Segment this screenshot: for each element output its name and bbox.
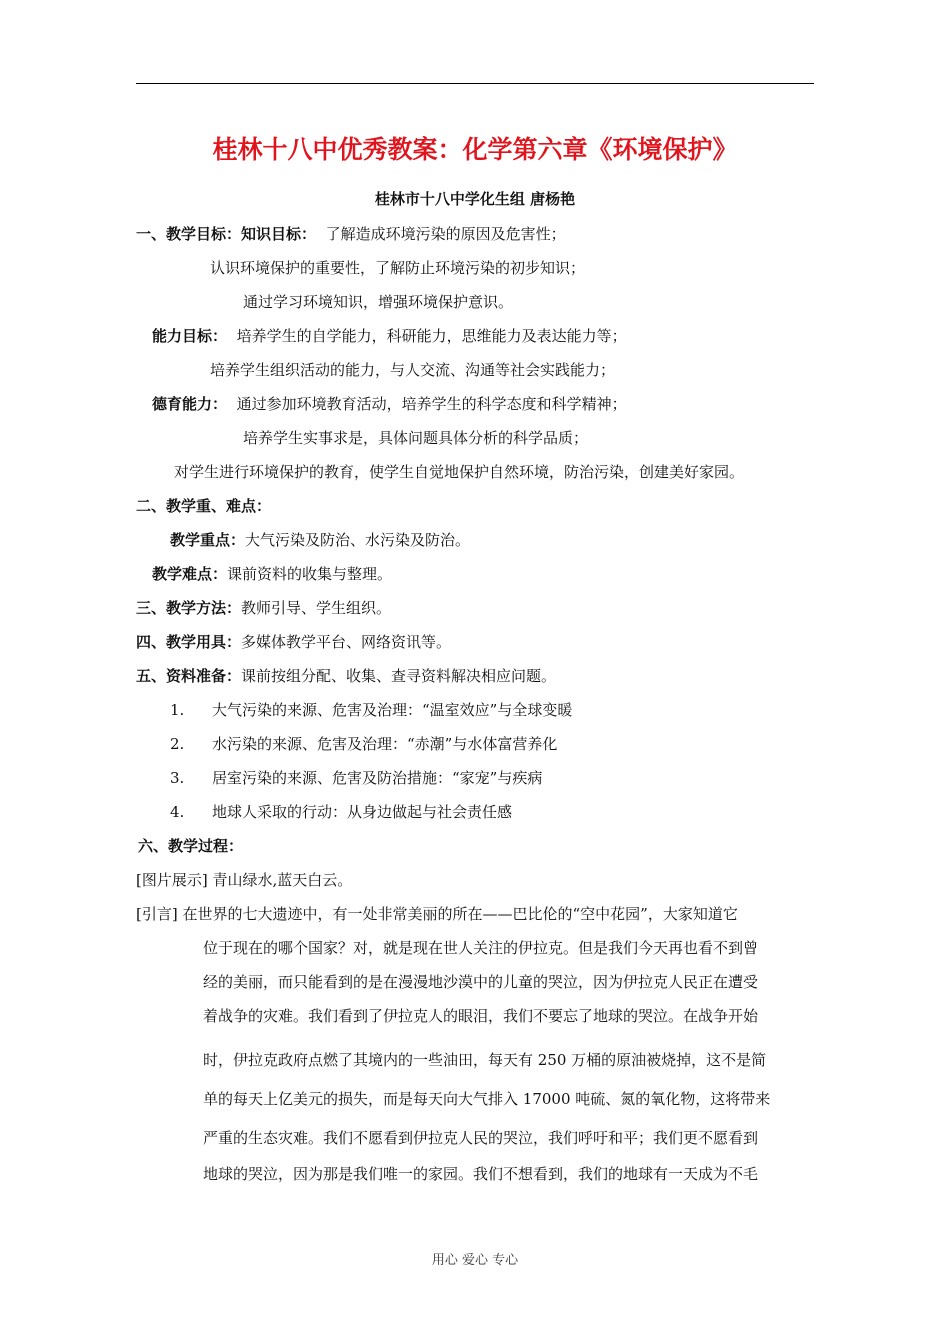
- keypoints-heading: 二、教学重、难点：: [136, 497, 272, 515]
- moral-label: 德育能力：: [152, 395, 228, 413]
- intro-first-line: [136, 903, 738, 925]
- list-item: [170, 767, 542, 789]
- knowledge-text-1: 了解造成环境污染的原因及危害性；: [325, 225, 566, 243]
- difficulty-label: 教学难点：: [152, 565, 228, 583]
- tools-label: 四、教学用具：: [136, 633, 242, 651]
- tools-row: [136, 631, 451, 653]
- list-item-text: 居室污染的来源、危害及防治措施：“家宠”与疾病: [212, 769, 543, 787]
- ability-text-1: 培养学生的自学能力，科研能力，思维能力及表达能力等；: [236, 327, 627, 345]
- ability-row: [152, 325, 627, 347]
- page-footer: 用心 爱心 专心: [431, 1253, 519, 1268]
- knowledge-text-3: 通过学习环境知识，增强环境保护意识。: [243, 293, 514, 311]
- difficulty-text: 课前资料的收集与整理。: [227, 565, 393, 583]
- process-heading: 六、教学过程：: [138, 837, 244, 855]
- method-text: 教师引导、学生组织。: [241, 599, 392, 617]
- objectives-heading: 一、教学目标：: [136, 225, 242, 243]
- picture-display: [图片展示] 青山绿水,蓝天白云。: [136, 871, 353, 889]
- knowledge-text-2: 认识环境保护的重要性，了解防止环境污染的初步知识；: [210, 259, 586, 277]
- intro-line: 经的美丽，而只能看到的是在漫漫地沙漠中的儿童的哭泣，因为伊拉克人民正在遭受: [203, 973, 759, 991]
- prep-text: 课前按组分配、收集、查寻资料解决相应问题。: [241, 667, 557, 685]
- method-row: [136, 597, 391, 619]
- moral-row: [152, 393, 627, 415]
- intro-line: 着战争的灾难。我们看到了伊拉克人的眼泪，我们不要忘了地球的哭泣。在战争开始: [203, 1007, 759, 1025]
- objectives-knowledge-row: [136, 223, 566, 245]
- prep-row: [136, 665, 556, 687]
- list-item-number: 2.: [170, 735, 185, 753]
- intro-line: 在世界的七大遗迹中，有一处非常美丽的所在——巴比伦的“空中花园”，大家知道它: [182, 905, 738, 923]
- list-item: [170, 801, 512, 823]
- list-item: [170, 733, 557, 755]
- focus-text: 大气污染及防治、水污染及防治。: [245, 531, 471, 549]
- author-line: 桂林市十八中学化生组 唐杨艳: [374, 190, 576, 208]
- ability-text-2: 培养学生组织活动的能力，与人交流、沟通等社会实践能力；: [210, 361, 616, 379]
- intro-line: 单的每天上亿美元的损失，而是每天向大气排入 17000 吨硫、氮的氧化物，这将带来: [203, 1090, 771, 1108]
- list-item-text: 大气污染的来源、危害及治理：“温室效应”与全球变暖: [212, 701, 573, 719]
- list-item-number: 3.: [170, 769, 185, 787]
- difficulty-row: [152, 563, 392, 585]
- intro-line: 严重的生态灾难。我们不愿看到伊拉克人民的哭泣，我们呼吁和平；我们更不愿看到: [203, 1129, 759, 1147]
- list-item-number: 1.: [170, 701, 185, 719]
- intro-line: 地球的哭泣，因为那是我们唯一的家园。我们不想看到，我们的地球有一天成为不毛: [203, 1165, 759, 1183]
- tools-text: 多媒体教学平台、网络资讯等。: [241, 633, 452, 651]
- knowledge-label: 知识目标：: [241, 225, 317, 243]
- focus-label: 教学重点：: [170, 531, 246, 549]
- prep-label: 五、资料准备：: [136, 667, 242, 685]
- moral-text-2: 培养学生实事求是，具体问题具体分析的科学品质；: [243, 429, 589, 447]
- list-item: [170, 699, 572, 721]
- list-item-text: 地球人采取的行动：从身边做起与社会责任感: [212, 803, 513, 821]
- intro-label: [引言]: [136, 905, 178, 923]
- method-label: 三、教学方法：: [136, 599, 242, 617]
- document-title: 桂林十八中优秀教案：化学第六章《环境保护》: [212, 135, 738, 164]
- list-item-number: 4.: [170, 803, 185, 821]
- intro-line: 位于现在的哪个国家？对，就是现在世人关注的伊拉克。但是我们今天再也看不到曾: [203, 939, 759, 957]
- list-item-text: 水污染的来源、危害及治理：“赤潮”与水体富营养化: [212, 735, 558, 753]
- ability-label: 能力目标：: [152, 327, 228, 345]
- moral-text-1: 通过参加环境教育活动，培养学生的科学态度和科学精神；: [236, 395, 627, 413]
- focus-row: [170, 529, 470, 551]
- moral-text-3: 对学生进行环境保护的教育，使学生自觉地保护自然环境，防治污染，创建美好家园。: [174, 463, 745, 481]
- intro-line: 时，伊拉克政府点燃了其境内的一些油田，每天有 250 万桶的原油被烧掉，这不是简: [203, 1051, 767, 1069]
- header-rule: [136, 83, 814, 84]
